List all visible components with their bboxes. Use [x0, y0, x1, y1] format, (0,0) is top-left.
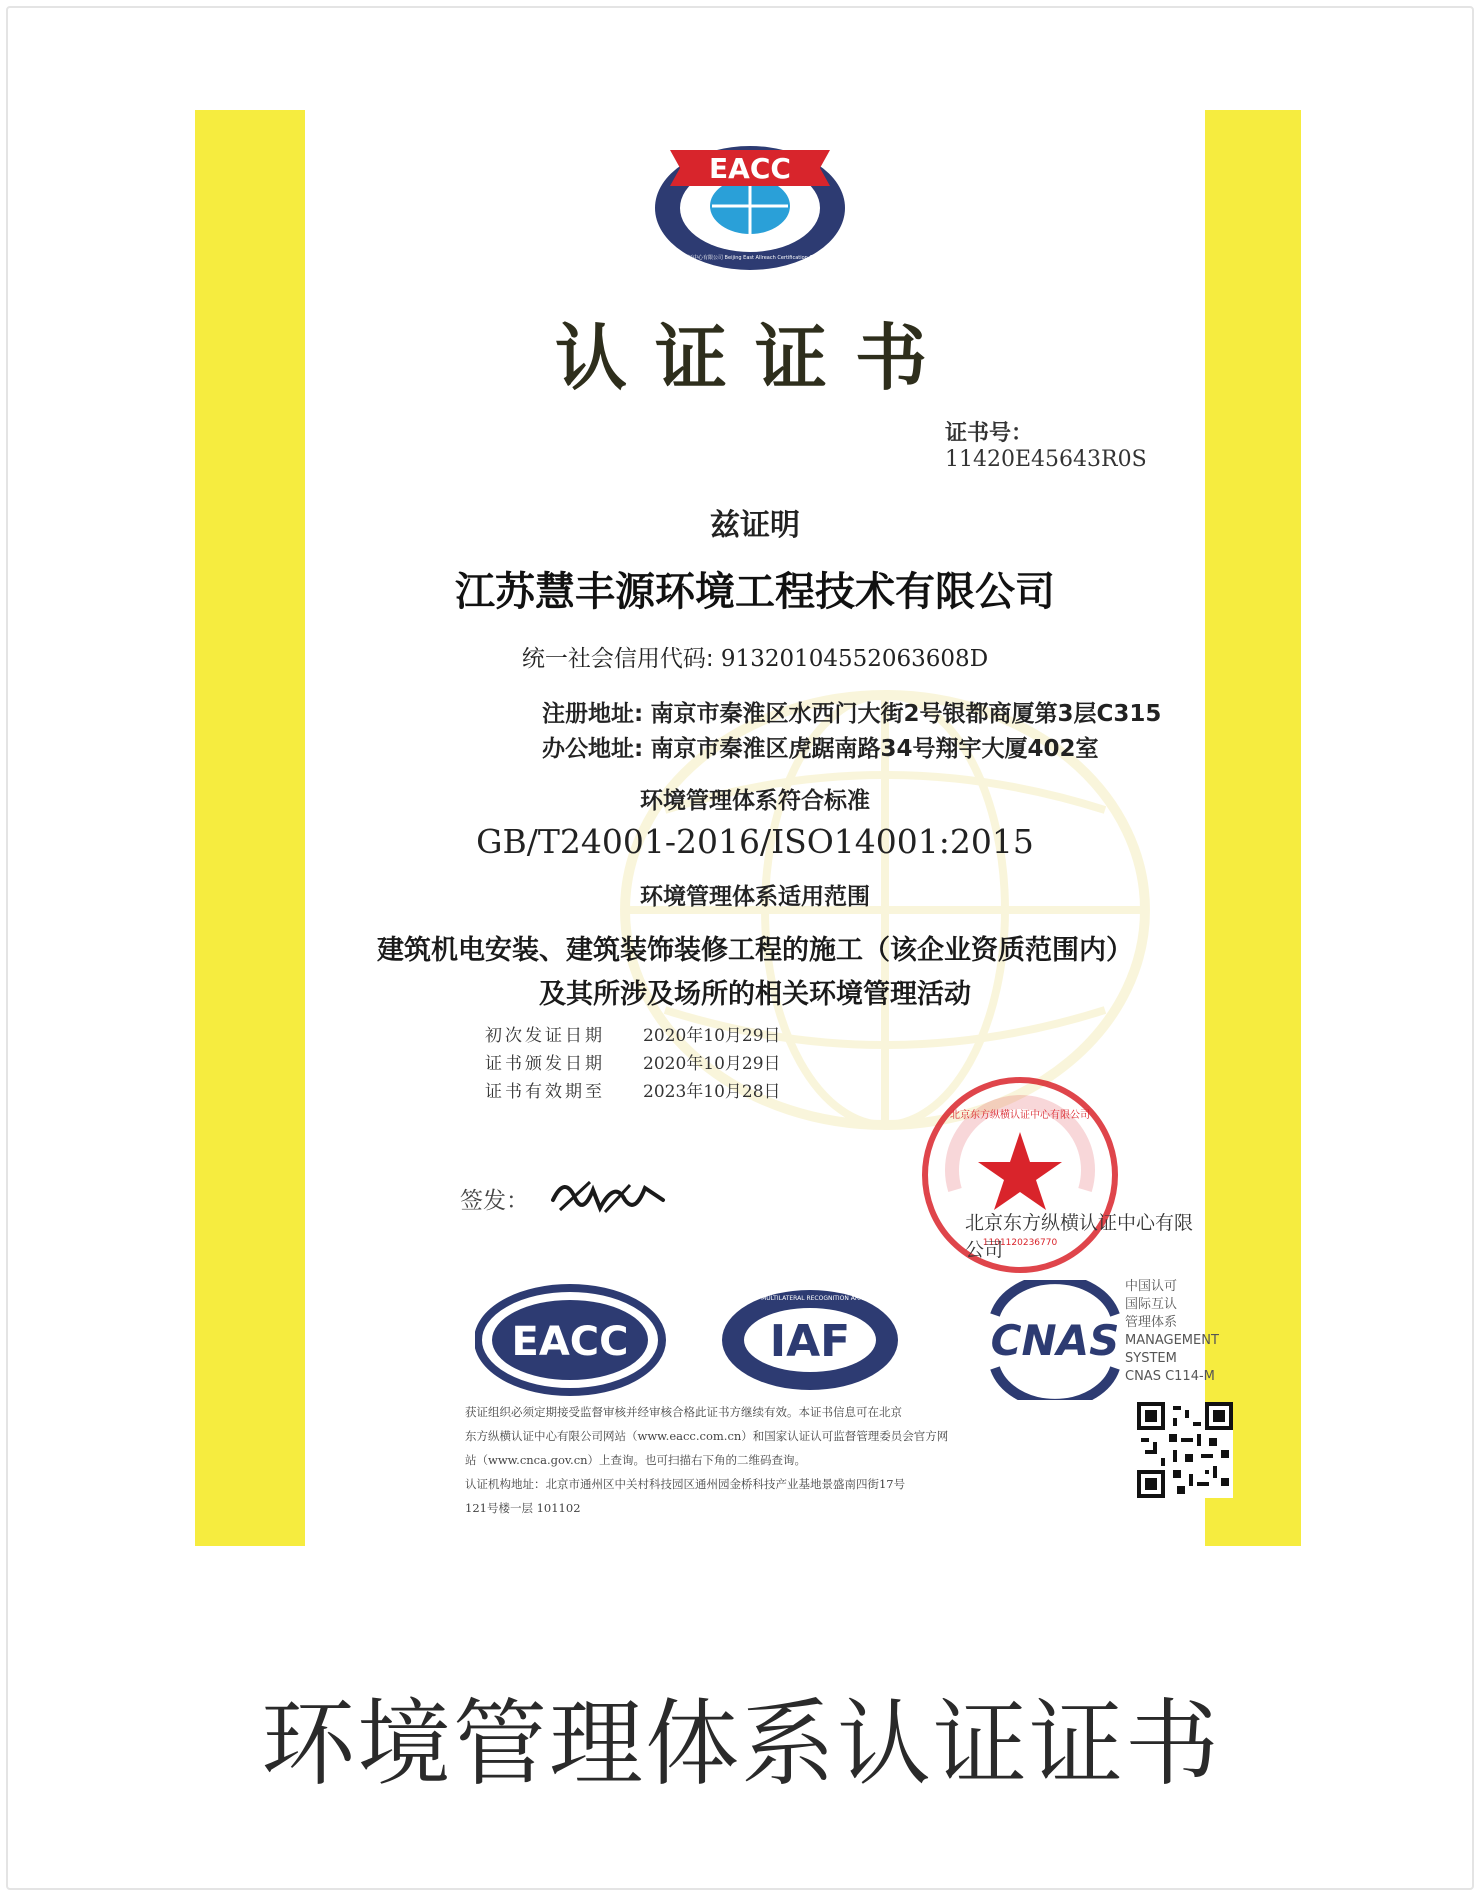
- office-address-line: [542, 730, 1099, 763]
- certificate-image: [195, 110, 1301, 1546]
- issuer-name: 北京东方纵横认证中心有限公司: [965, 1212, 1194, 1261]
- header-logo-text: EACC: [709, 152, 791, 185]
- office-address-value: 南京市秦淮区虎踞南路34号翔宇大厦402室: [650, 736, 1099, 762]
- registered-address-value: 南京市秦淮区水西门大街2号银都商厦第3层C315: [650, 701, 1162, 727]
- eacc-header-logo-icon: [650, 128, 850, 278]
- cnas-info: [1125, 1278, 1219, 1386]
- certificate-number-label: 证书号：: [945, 421, 1034, 446]
- date-value: 2023年10月28日: [643, 1082, 781, 1102]
- scope-line-1: 建筑机电安装、建筑装饰装修工程的施工（该企业资质范围内）: [377, 935, 1133, 966]
- cnas-info-line: 国际互认: [1125, 1297, 1178, 1312]
- fine-print-line: 站（www.cnca.gov.cn）上查询。也可扫描右下角的二维码查询。: [465, 1453, 807, 1467]
- fine-print-line: 东方纵横认证中心有限公司网站（www.eacc.com.cn）和国家认证认可监督管理委员会官方网: [465, 1429, 949, 1443]
- iaf-logo-text: IAF: [769, 1316, 851, 1367]
- cnas-info-line: 管理体系: [1125, 1315, 1178, 1330]
- sign-label: 签发：: [460, 1188, 529, 1214]
- date-label: 证书有效期至: [485, 1082, 605, 1102]
- date-value: 2020年10月29日: [643, 1026, 781, 1046]
- office-address-label: 办公地址:: [542, 736, 644, 762]
- fine-print-line: 认证机构地址：北京市通州区中关村科技园区通州园金桥科技产业基地景盛南四街17号: [465, 1477, 906, 1491]
- certificate-number: [945, 416, 1205, 472]
- certificate-body: [305, 110, 1219, 1546]
- standard-value: GB/T24001-2016/ISO14001:2015: [476, 822, 1034, 861]
- certificate-title: 认证证书: [554, 315, 955, 400]
- yellow-band-left: [195, 110, 305, 1546]
- seal-number: 1101120236770: [982, 1238, 1058, 1248]
- page-caption: 环境管理体系认证证书: [260, 1690, 1221, 1799]
- fine-print-line: 121号楼一层 101102: [465, 1501, 581, 1515]
- eacc-logo-text: EACC: [511, 1319, 629, 1365]
- company-name: 江苏慧丰源环境工程技术有限公司: [455, 569, 1055, 615]
- standard-heading: 环境管理体系符合标准: [640, 788, 870, 814]
- certificate-number-value: 11420E45643R0S: [945, 447, 1147, 472]
- cnas-info-line: CNAS C114-M: [1125, 1369, 1215, 1384]
- credit-code-label: 统一社会信用代码:: [521, 646, 714, 672]
- scope-heading: 环境管理体系适用范围: [640, 884, 870, 910]
- date-row: [485, 1078, 781, 1106]
- registered-address-label: 注册地址:: [542, 701, 644, 727]
- cnas-info-line: MANAGEMENT SYSTEM: [1125, 1333, 1219, 1366]
- cnas-info-line: 中国认可: [1125, 1279, 1178, 1294]
- date-row: [485, 1022, 781, 1050]
- iaf-ring-text: MEMBER OF MULTILATERAL RECOGNITION ARRANGEMENT: [722, 1295, 898, 1302]
- seal-text: 北京东方纵横认证中心有限公司: [950, 1110, 1090, 1121]
- date-label: 证书颁发日期: [485, 1054, 605, 1074]
- fine-print-line: 获证组织必须定期接受监督审核并经审核合格此证书方继续有效。本证书信息可在北京: [465, 1405, 902, 1419]
- cnas-logo-icon: [991, 1280, 1120, 1400]
- date-value: 2020年10月29日: [643, 1054, 781, 1074]
- signature-icon: [545, 1170, 675, 1220]
- fine-print: [465, 1400, 1115, 1520]
- scope-line-2: 及其所涉及场所的相关环境管理活动: [539, 979, 971, 1010]
- registered-address-line: [542, 695, 1161, 728]
- credit-code-line: [305, 640, 1205, 673]
- credit-code-value: 91320104552063608D: [720, 646, 989, 672]
- header-logo-ring-text: 北京东方纵横认证中心有限公司 Beijing East Allreach Certification Center Co.,Ltd.: [652, 255, 848, 261]
- qr-code-icon: [1137, 1402, 1233, 1498]
- cnas-logo-text: CNAS: [990, 1316, 1120, 1365]
- date-row: [485, 1050, 781, 1078]
- hereby-text: 兹证明: [710, 508, 800, 543]
- iaf-logo-icon: [722, 1290, 898, 1390]
- eacc-logo-icon: [478, 1288, 662, 1392]
- dates-block: [485, 1022, 781, 1106]
- date-label: 初次发证日期: [485, 1026, 605, 1046]
